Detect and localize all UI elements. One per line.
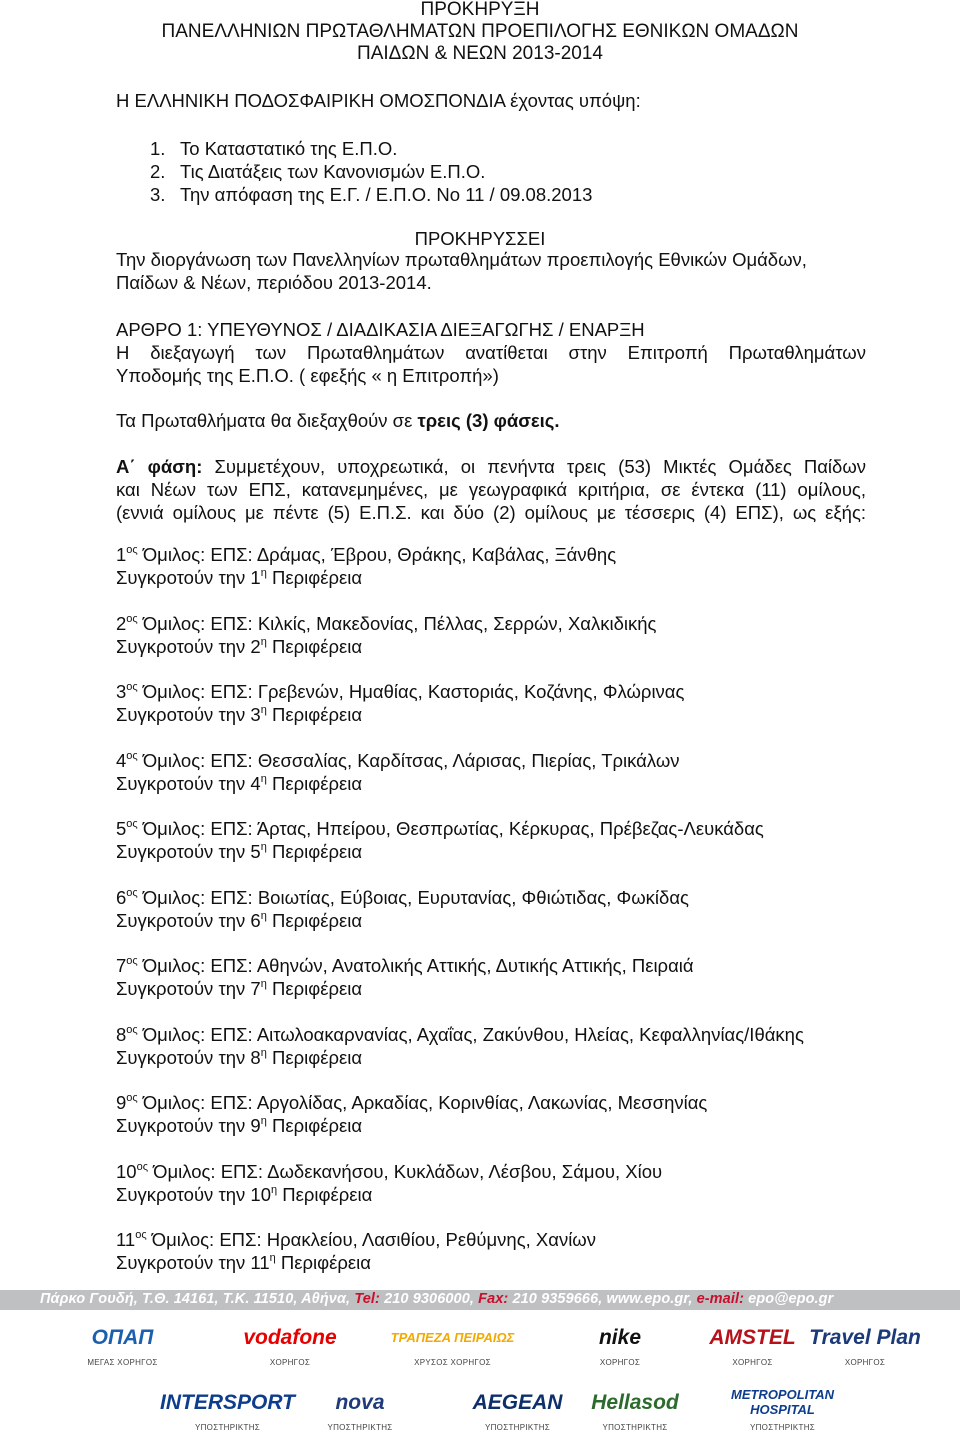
group-teams-line: $9^{o\varsigma}$ Όμιλος: ΕΠΣ: Αργολίδας, Αρκαδίας, Κορινθίας, Λακωνίας, Μεσσηνίας <box>116 1092 708 1113</box>
group-region-line: Συγκροτούν την $7^\eta$ Περιφέρεια <box>116 978 363 999</box>
group-region-line: Συγκροτούν την $4^\eta$ Περιφέρεια <box>116 772 363 794</box>
footer <box>0 1280 960 1450</box>
sponsor-logo: nike ΧΟΡΗΓΟΣ <box>598 1325 642 1367</box>
group-teams-line: $11^{o\varsigma}$ Όμιλος: ΕΠΣ: Ηρακλείου, Λασιθίου, Ρεθύμνης, Χανίων <box>116 1229 596 1250</box>
group-teams-line: $5^{o\varsigma}$ Όμιλος: ΕΠΣ: Άρτας, Ηπείρου, Θεσπρωτίας, Κέρκυρας, Πρέβεζας-Λευκάδας <box>116 818 764 839</box>
sponsor-logo: Hellasod ΥΠΟΣΤΗΡΙΚΤΗΣ <box>591 1390 679 1432</box>
group-teams-line: $3^{o\varsigma}$ Όμιλος: ΕΠΣ: Γρεβενών, Ημαθίας, Καστοριάς, Κοζάνης, Φλώρινας <box>116 681 685 702</box>
group-region-line: Συγκροτούν την $5^\eta$ Περιφέρεια <box>116 841 363 862</box>
group-region-line: Συγκροτούν την $9^\eta$ Περιφέρεια <box>116 1115 363 1136</box>
sponsor-logo: ΤΡΑΠΕΖΑ ΠΕΙΡΑΙΩΣ ΧΡΥΣΟΣ ΧΟΡΗΓΟΣ <box>390 1329 515 1367</box>
list-item: 1. Το Καταστατικό της Ε.Π.Ο. <box>150 138 398 159</box>
article-1-heading: ΑΡΘΡΟ 1: ΥΠΕΥΘΥΝΟΣ / ΔΙΑΔΙΚΑΣΙΑ ΔΙΕΞΑΓΩΓΗΣ / ΕΝΑΡΞΗ <box>116 319 645 340</box>
group-item <box>116 612 804 681</box>
document-title <box>0 0 960 64</box>
groups-list <box>116 543 804 1297</box>
group-region-line: Συγκροτούν την $10^\eta$ Περιφέρεια <box>116 1183 373 1205</box>
sponsor-logo: INTERSPORT ΥΠΟΣΤΗΡΙΚΤΗΣ <box>160 1390 295 1432</box>
sponsor-logo: METROPOLITAN HOSPITAL ΥΠΟΣΤΗΡΙΚΤΗΣ <box>730 1387 835 1432</box>
organize-paragraph: Την διοργάνωση των Πανελληνίων πρωταθλημάτων προεπιλογής Εθνικών Ομάδων, Παίδων & Νέων, περιόδου 2013-2014. <box>116 249 807 293</box>
sponsor-logo: AMSTEL ΧΟΡΗΓΟΣ <box>709 1325 796 1367</box>
group-item <box>116 1160 804 1229</box>
list-item: 2. Τις Διατάξεις των Κανονισμών Ε.Π.Ο. <box>150 161 486 182</box>
group-region-line: Συγκροτούν την $1^\eta$ Περιφέρεια <box>116 567 363 588</box>
group-item <box>116 680 804 749</box>
group-region-line: Συγκροτούν την $3^\eta$ Περιφέρεια <box>116 704 363 725</box>
phases-line: Τα Πρωταθλήματα θα διεξαχθούν σε τρεις (3) φάσεις. <box>116 410 560 431</box>
group-teams-line: $4^{o\varsigma}$ Όμιλος: ΕΠΣ: Θεσσαλίας, Καρδίτσας, Λάρισας, Πιερίας, Τρικάλων <box>116 749 680 771</box>
group-item <box>116 543 804 612</box>
phase-a-paragraph: Α΄ φάση: Συμμετέχουν, υποχρεωτικά, οι πενήντα τρεις (53) Μικτές Ομάδες Παίδων και Νέων των ΕΠΣ, κατανεμημένες, με γεωγραφικά κριτήρια, σε έντεκα (11) ομίλους, (εννιά ομίλους με πέντε (5) Ε.Π.Σ. και δύο (2) ομίλους με τέσσερις (4) ΕΠΣ), ως εξής: <box>116 456 867 523</box>
title-line-2: ΠΑΝΕΛΛΗΝΙΩΝ ΠΡΩΤΑΘΛΗΜΑΤΩΝ ΠΡΟΕΠΙΛΟΓΗΣ ΕΘΝΙΚΩΝ ΟΜΑΔΩΝ <box>161 21 799 42</box>
footer-contact: Πάρκο Γουδή, Τ.Θ. 14161, Τ.Κ. 11510, Αθήνα, Tel: 210 9306000, Fax: 210 9359666, www.epo.gr, e-mail: epo@epo.gr <box>40 1291 834 1307</box>
article-1: ΑΡΘΡΟ 1: ΥΠΕΥΘΥΝΟΣ / ΔΙΑΔΙΚΑΣΙΑ ΔΙΕΞΑΓΩΓΗΣ / ΕΝΑΡΞΗ Η διεξαγωγή των Πρωταθλημάτων ανατίθεται στην Επιτροπή Πρωταθλημάτων Υποδομής της Ε.Π.Ο. ( εφεξής « η Επιτροπή») <box>116 319 866 386</box>
sponsor-logo: nova ΥΠΟΣΤΗΡΙΚΤΗΣ <box>327 1390 393 1432</box>
group-item <box>116 1023 804 1092</box>
group-region-line: Συγκροτούν την $8^\eta$ Περιφέρεια <box>116 1046 363 1068</box>
list-item: 3. Την απόφαση της Ε.Γ. / Ε.Π.Ο. Νο 11 / 09.08.2013 <box>150 184 593 205</box>
group-teams-line: $7^{o\varsigma}$ Όμιλος: ΕΠΣ: Αθηνών, Ανατολικής Αττικής, Δυτικής Αττικής, Πειραιά <box>116 955 694 976</box>
sponsor-logo: ΟΠΑΠ ΜΕΓΑΣ ΧΟΡΗΓΟΣ <box>87 1325 158 1367</box>
group-item <box>116 1091 804 1160</box>
group-region-line: Συγκροτούν την $11^\eta$ Περιφέρεια <box>116 1252 371 1273</box>
group-region-line: Συγκροτούν την $6^\eta$ Περιφέρεια <box>116 909 363 931</box>
group-teams-line: $1^{o\varsigma}$ Όμιλος: ΕΠΣ: Δράμας, Έβρου, Θράκης, Καβάλας, Ξάνθης <box>116 544 617 565</box>
title-line-3: ΠΑΙΔΩΝ & ΝΕΩΝ 2013-2014 <box>357 43 603 64</box>
intro-text: Η ΕΛΛΗΝΙΚΗ ΠΟΔΟΣΦΑΙΡΙΚΗ ΟΜΟΣΠΟΝΔΙΑ έχοντας υπόψη: <box>116 90 641 111</box>
group-teams-line: $10^{o\varsigma}$ Όμιλος: ΕΠΣ: Δωδεκανήσου, Κυκλάδων, Λέσβου, Σάμου, Χίου <box>116 1160 663 1182</box>
proclaims-heading: ΠΡΟΚΗΡΥΣΣΕΙ <box>414 228 546 249</box>
sponsor-logo: Travel Plan ΧΟΡΗΓΟΣ <box>809 1325 921 1367</box>
group-region-line: Συγκροτούν την $2^\eta$ Περιφέρεια <box>116 635 363 657</box>
sponsor-logo: AEGEAN ΥΠΟΣΤΗΡΙΚΤΗΣ <box>472 1390 563 1432</box>
group-item <box>116 749 804 818</box>
group-item <box>116 817 804 886</box>
group-teams-line: $6^{o\varsigma}$ Όμιλος: ΕΠΣ: Βοιωτίας, Εύβοιας, Ευρυτανίας, Φθιώτιδας, Φωκίδας <box>116 886 689 908</box>
considerations-list <box>150 137 592 206</box>
title-line-1: ΠΡΟΚΗΡΥΞΗ <box>420 0 540 20</box>
group-item <box>116 886 804 955</box>
sponsor-logo: vodafone ΧΟΡΗΓΟΣ <box>243 1325 337 1367</box>
group-teams-line: $8^{o\varsigma}$ Όμιλος: ΕΠΣ: Αιτωλοακαρνανίας, Αχαΐας, Ζακύνθου, Ηλείας, Κεφαλληνίας/Ιθάκης <box>116 1023 804 1045</box>
group-item <box>116 954 804 1023</box>
group-teams-line: $2^{o\varsigma}$ Όμιλος: ΕΠΣ: Κιλκίς, Μακεδονίας, Πέλλας, Σερρών, Χαλκιδικής <box>116 612 657 634</box>
phase-a-label: Α΄ φάση: <box>116 456 203 477</box>
